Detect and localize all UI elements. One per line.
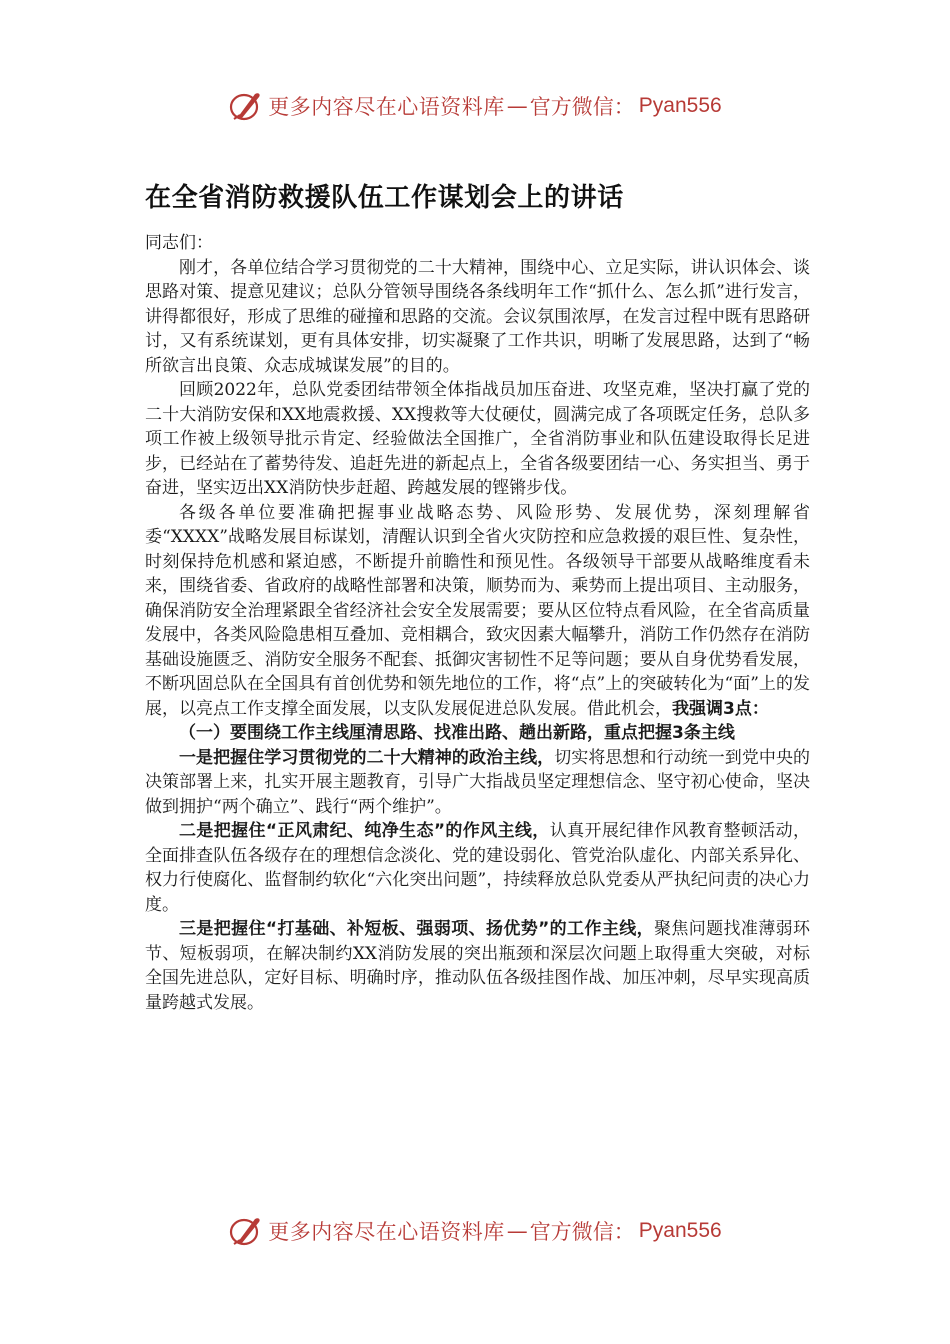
quill-pen-logo-icon	[228, 88, 264, 124]
paragraph-3-text: 各级各单位要准确把握事业战略态势、风险形势、发展优势，深刻理解省委“XXXX”战略发展目标谋划，清醒认识到全省火灾防控和应急救援的艰巨性、复杂性，时刻保持危机感和紧迫感，不断提升前瞻性和预见性。各级领导干部要从战略维度看未来，围绕省委、省政府的战略性部署和决策，顺势而为、乘势而上提出项目、主动服务，确保消防安全治理紧跟全省经济社会安全发展需要；要从区位特点看风险，在全省高质量发展中，各类风险隐患相互叠加、竞相耦合，致灾因素大幅攀升，消防工作仍然存在消防基础设施匮乏、消防安全服务不配套、抵御灾害韧性不足等问题；要从自身优势看发展，不断巩固总队在全国具有首创优势和领先地位的工作，将“点”上的突破转化为“面”上的发展，以亮点工作支撑全面发展，以支队发展促进总队发展。借此机会，	[145, 502, 810, 719]
paragraph-5	[145, 819, 810, 917]
page-title: 在全省消防救援队伍工作谋划会上的讲话	[145, 183, 624, 213]
paragraph-3-emphasis: 我强调3点：	[672, 698, 769, 719]
paragraph-4	[145, 746, 810, 820]
salutation: 同志们：	[145, 233, 213, 253]
paragraph-4-lead: 一是把握住学习贯彻党的二十大精神的政治主线，	[179, 747, 555, 768]
paragraph-6	[145, 917, 810, 1015]
paragraph-3	[145, 501, 810, 722]
banner-text: 更多内容尽在心语资料库	[268, 95, 505, 119]
footer-banner-wechat-id: Pyan556	[638, 1219, 722, 1242]
header-banner	[0, 86, 950, 126]
document-body	[145, 231, 810, 1015]
quill-pen-logo-icon	[228, 1213, 264, 1249]
paragraph-2: 回顾2022年，总队党委团结带领全体指战员加压奋进、攻坚克难，坚决打赢了党的二十大消防安保和XX地震救援、XX搜救等大仗硬仗，圆满完成了各项既定任务，总队多项工作被上级领导批示肯定、经验做法全国推广，全省消防事业和队伍建设取得长足进步，已经站在了蓄势待发、追赶先进的新起点上，全省各级要团结一心、务实担当、勇于奋进，坚实迈出XX消防快步赶超、跨越发展的铿锵步伐。	[145, 380, 810, 498]
footer-banner	[0, 1211, 950, 1251]
footer-banner-text: 更多内容尽在心语资料库	[268, 1220, 505, 1244]
paragraph-5-lead: 二是把握住“正风肃纪、纯净生态”的作风主线，	[179, 821, 550, 841]
footer-banner-wechat-label: 官方微信：	[529, 1220, 635, 1244]
paragraph-6-text: 聚焦问题找准薄弱环节、短板弱项，在解决制约XX消防发展的突出瓶颈和深层次问题上取得重大突破，对标全国先进总队，定好目标、明确时序，推动队伍各级挂图作战、加压冲刺，尽早实现高质量跨越式发展。	[145, 919, 810, 1013]
paragraph-5-text: 认真开展纪律作风教育整顿活动，全面排查队伍各级存在的理想信念淡化、党的建设弱化、管党治队虚化、内部关系异化、权力行使腐化、监督制约软化“六化突出问题”，持续释放总队党委从严执纪问责的决心力度。	[145, 821, 810, 915]
banner-wechat-label: 官方微信：	[529, 95, 635, 119]
section-heading-1: （一）要围绕工作主线厘清思路、找准出路、趟出新路，重点把握3条主线	[179, 723, 735, 743]
paragraph-1: 刚才，各单位结合学习贯彻党的二十大精神，围绕中心、立足实际，讲认识体会、谈思路对策、提意见建议；总队分管领导围绕各条线明年工作“抓什么、怎么抓”进行发言，讲得都很好，形成了思维的碰撞和思路的交流。会议氛围浓厚，在发言过程中既有思路研讨，又有系统谋划，更有具体安排，切实凝聚了工作共识，明晰了发展思路，达到了“畅所欲言出良策、众志成城谋发展”的目的。	[145, 257, 810, 376]
banner-dash: —	[506, 94, 528, 118]
footer-banner-dash: —	[506, 1219, 528, 1243]
banner-wechat-id: Pyan556	[638, 94, 722, 117]
paragraph-6-lead: 三是把握住“打基础、补短板、强弱项、扬优势”的工作主线，	[179, 919, 654, 939]
paragraph-4-text: 切实将思想和行动统一到党中央的决策部署上来，扎实开展主题教育，引导广大指战员坚定理想信念、坚守初心使命，坚决做到拥护“两个确立”、践行“两个维护”。	[145, 747, 811, 817]
